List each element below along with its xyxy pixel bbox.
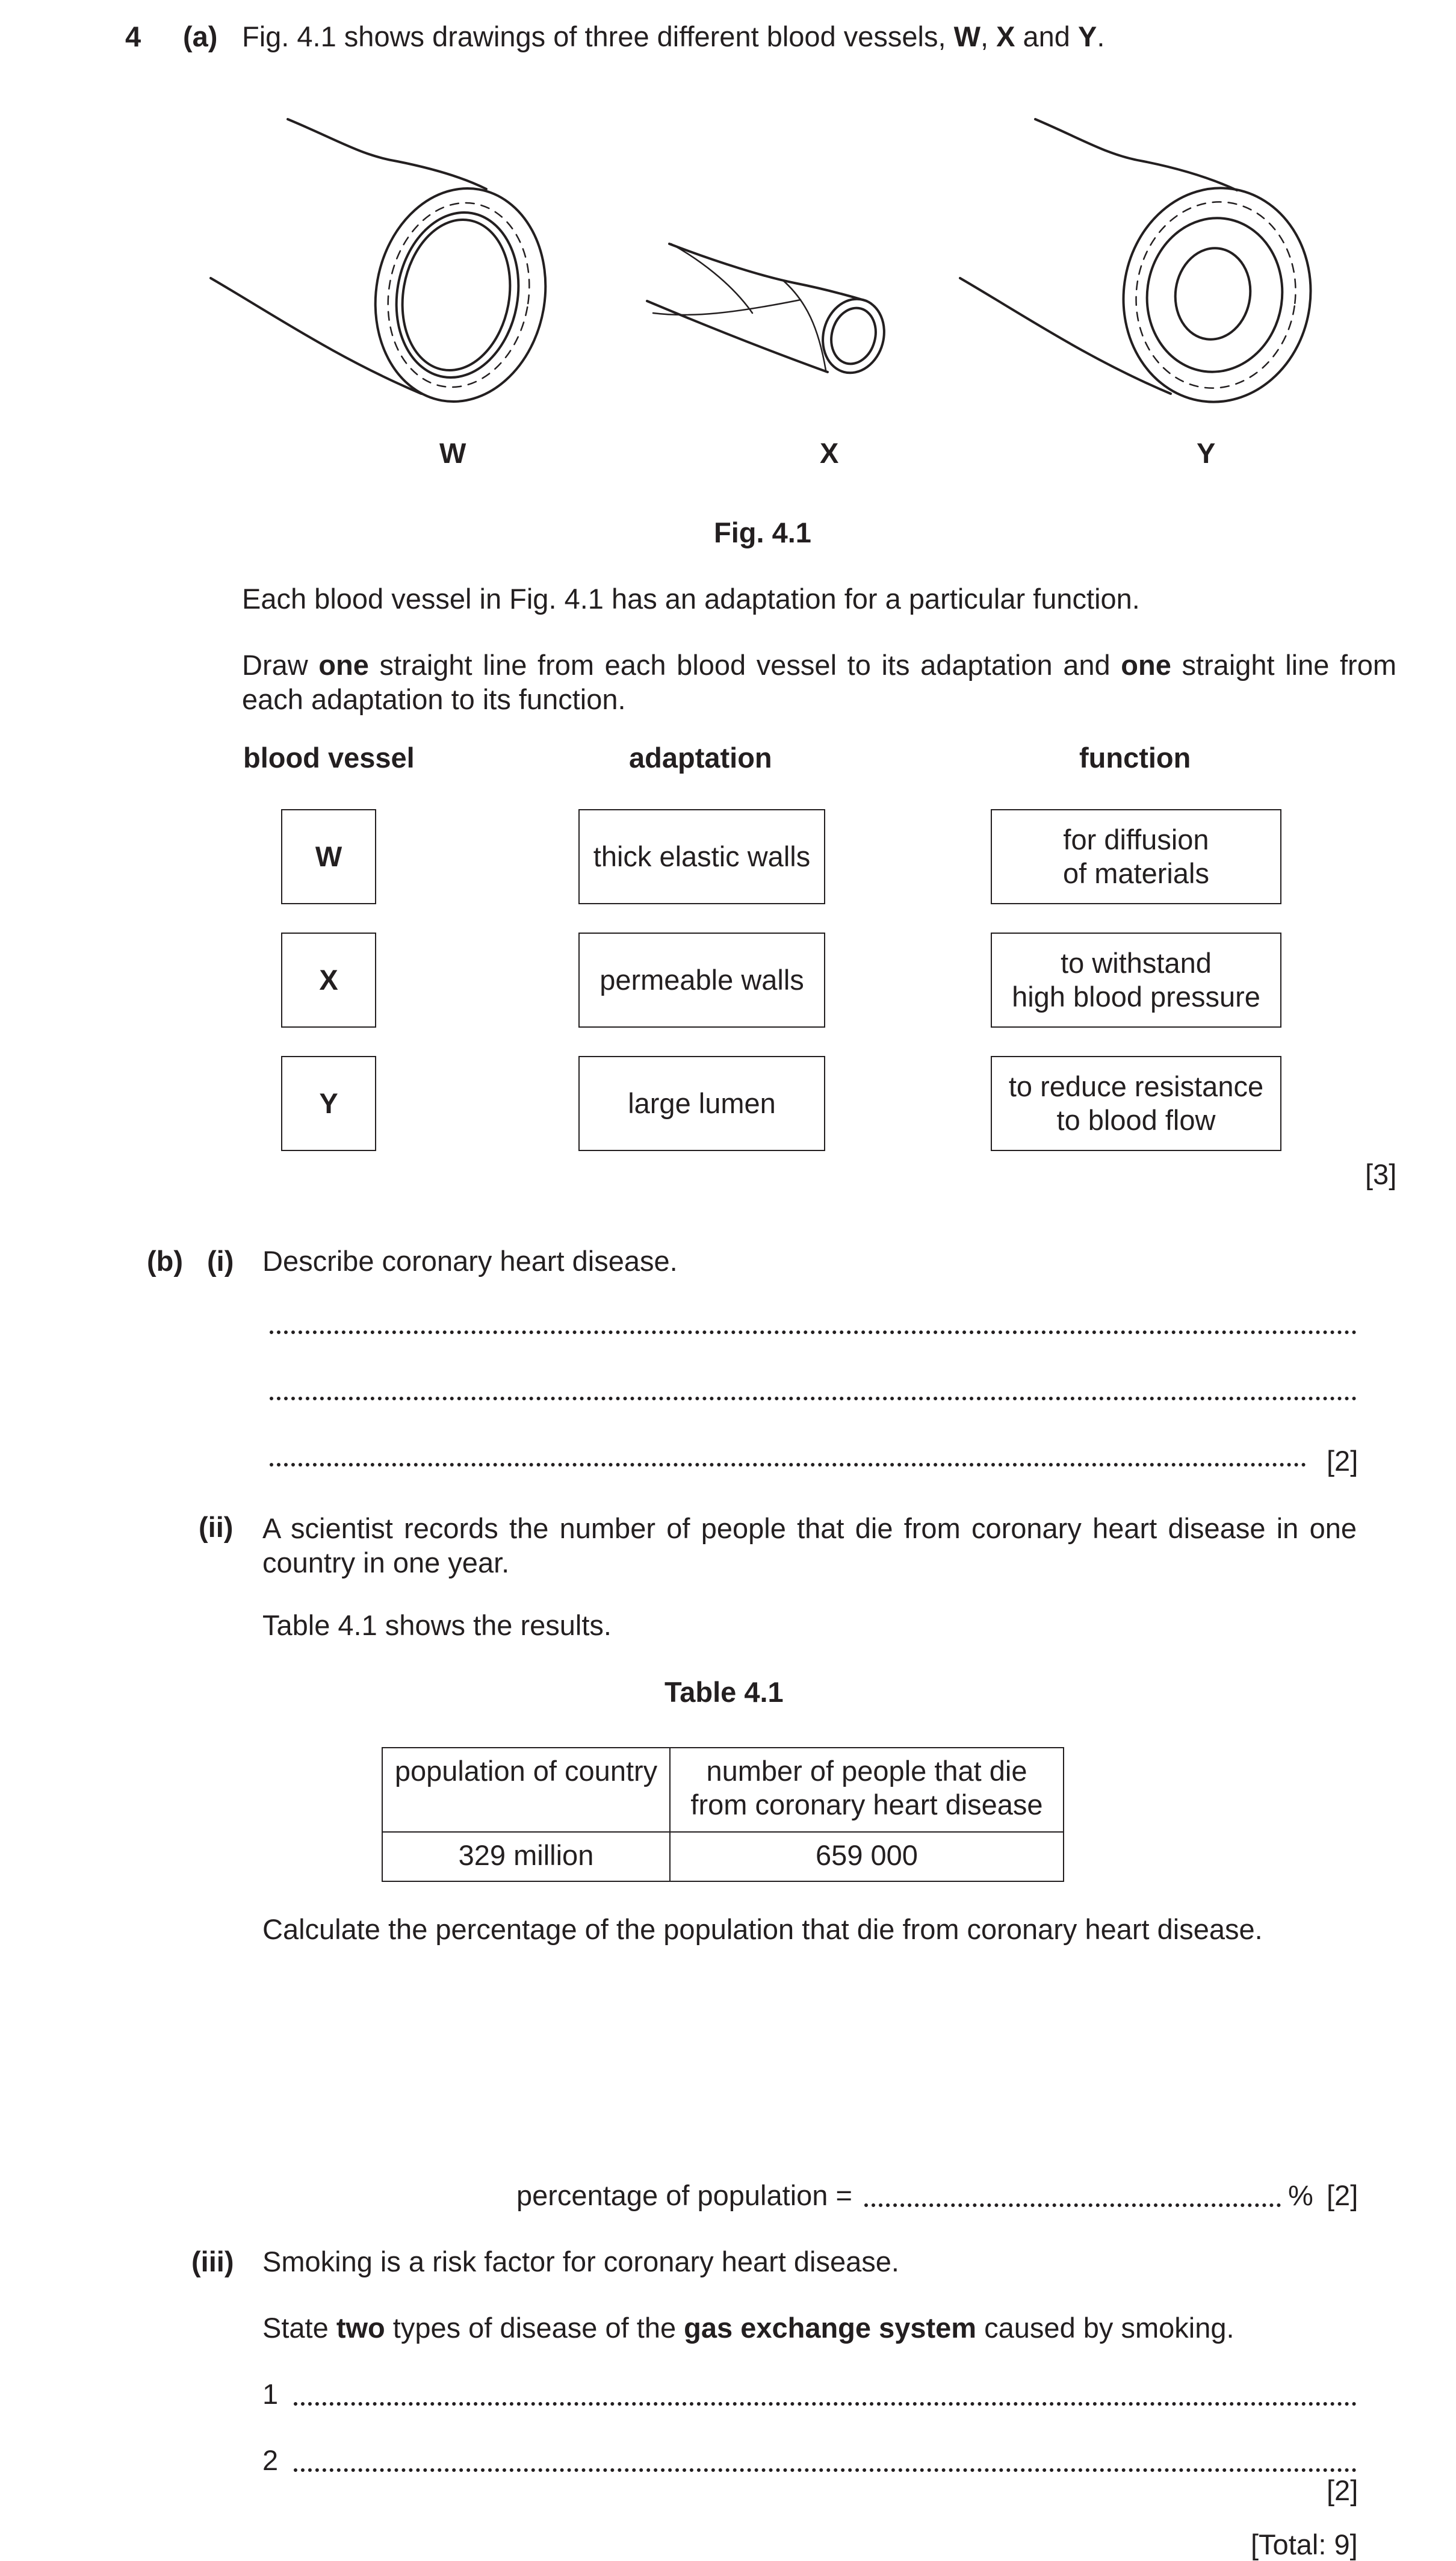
part-b-iii-text: Smoking is a risk factor for coronary heart disease. [262, 2246, 899, 2277]
total-marks: [Total: 9] [1251, 2528, 1358, 2560]
part-b-label: (b) [147, 1245, 184, 1277]
adaptation-box-2[interactable]: permeable walls [578, 933, 825, 1028]
figure-caption: Fig. 4.1 [714, 517, 811, 548]
answer-line-iii-1[interactable] [294, 2402, 1357, 2406]
table-cell-deaths: 659 000 [670, 1832, 1064, 1881]
marks-b-iii: [2] [1327, 2474, 1358, 2506]
vessel-label-y: Y [1197, 437, 1216, 469]
table-header-deaths: number of people that die from coronary heart disease [670, 1748, 1064, 1832]
function-box-2[interactable]: to withstand high blood pressure [991, 933, 1281, 1028]
adaptation-box-1[interactable]: thick elastic walls [578, 809, 825, 904]
vessel-box-x[interactable]: X [281, 933, 376, 1028]
header-blood-vessel: blood vessel [243, 742, 415, 774]
vessel-box-w[interactable]: W [281, 809, 376, 904]
vessel-box-y[interactable]: Y [281, 1056, 376, 1151]
answer-line-b-i-1[interactable] [270, 1330, 1357, 1334]
question-intro: Fig. 4.1 shows drawings of three different blood vessels, W, X and Y. [242, 20, 1105, 52]
blood-vessel-figure [0, 0, 1456, 433]
answer-unit: % [1288, 2179, 1313, 2211]
part-b-ii-text-2: Table 4.1 shows the results. [262, 1609, 612, 1641]
question-number: 4 [125, 20, 141, 52]
table-caption: Table 4.1 [664, 1676, 784, 1708]
vessel-w-drawing [211, 119, 562, 415]
vessel-label-w: W [439, 437, 466, 469]
part-b-i-prompt: Describe coronary heart disease. [262, 1245, 678, 1277]
marks-b-i: [2] [1327, 1445, 1358, 1477]
part-b-ii-label: (ii) [199, 1511, 234, 1543]
vessel-x-drawing [647, 244, 892, 380]
matching-text-1: Each blood vessel in Fig. 4.1 has an adaptation for a particular function. [242, 583, 1140, 615]
table-4-1 [382, 1747, 1064, 1882]
vessel-y-drawing [960, 119, 1324, 414]
part-b-i-label: (i) [207, 1245, 234, 1277]
answer-number-1: 1 [262, 2378, 279, 2410]
part-b-iii-text-2: State two types of disease of the gas exchange system caused by smoking. [262, 2312, 1235, 2344]
function-box-1[interactable]: for diffusion of materials [991, 809, 1281, 904]
part-b-ii-calculate: Calculate the percentage of the population that die from coronary heart disease. [262, 1913, 1263, 1945]
part-b-iii-label: (iii) [191, 2246, 234, 2277]
answer-label-percentage: percentage of population = [516, 2179, 852, 2211]
answer-line-b-i-3[interactable] [270, 1463, 1306, 1467]
header-function: function [1079, 742, 1191, 774]
adaptation-box-3[interactable]: large lumen [578, 1056, 825, 1151]
header-adaptation: adaptation [629, 742, 772, 774]
answer-line-b-i-2[interactable] [270, 1397, 1357, 1400]
part-b-ii-text: A scientist records the number of people that die from coronary heart disease in one country in one year. [262, 1512, 1357, 1579]
function-box-3[interactable]: to reduce resistance to blood flow [991, 1056, 1281, 1151]
answer-line-iii-2[interactable] [294, 2468, 1357, 2472]
table-header-population: population of country [382, 1748, 670, 1832]
answer-line-percentage[interactable] [864, 2203, 1281, 2207]
table-cell-population: 329 million [382, 1832, 670, 1881]
vessel-label-x: X [820, 437, 839, 469]
matching-text-2: Draw one straight line from each blood vessel to its adaptation and one straight line from each adaptation to its function. [242, 649, 1396, 716]
marks-a: [3] [1365, 1158, 1397, 1190]
part-a-label: (a) [183, 20, 218, 52]
answer-number-2: 2 [262, 2444, 279, 2476]
marks-b-ii: [2] [1327, 2179, 1358, 2211]
